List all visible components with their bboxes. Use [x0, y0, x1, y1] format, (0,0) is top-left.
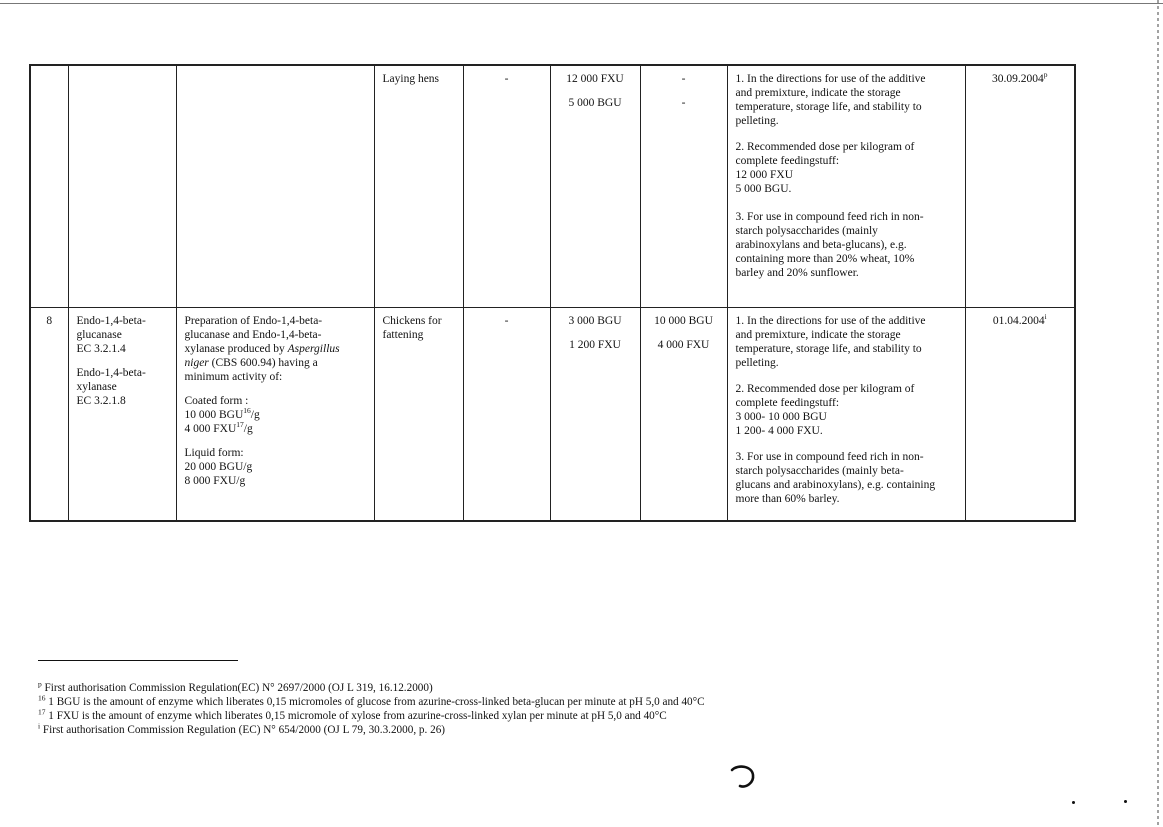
additive-line: glucanase	[76, 328, 122, 341]
coated-value: 10 000 BGU	[184, 408, 244, 421]
footnotes	[38, 681, 938, 737]
cell-composition	[176, 65, 374, 307]
cell-min-content	[550, 65, 640, 307]
additive-line: EC 3.2.1.8	[76, 394, 126, 407]
additive-line: EC 3.2.1.4	[76, 342, 126, 355]
provision-line: 2. Recommended dose per kilogram of	[735, 141, 915, 153]
additive-line: Endo-1,4-beta-	[76, 314, 146, 327]
footnote-ref: p	[1043, 70, 1048, 80]
composition-text: (CBS 600.94) having a	[208, 356, 318, 369]
row-number: 8	[46, 314, 53, 327]
cell-species	[374, 65, 463, 307]
liquid-form-label: Liquid form:	[184, 446, 244, 459]
footnote	[38, 723, 938, 737]
footnote	[38, 709, 938, 723]
species-line: Chickens for	[382, 314, 442, 327]
liquid-form-value: 20 000 BGU/g	[184, 460, 253, 473]
provision-line: arabinoxylans and beta-glucans), e.g.	[735, 239, 907, 251]
organism-name: niger	[184, 356, 209, 369]
provision-line: 1. In the directions for use of the additive	[735, 314, 926, 327]
footnote-text: 1 BGU is the amount of enzyme which liberates 0,15 micromoles of glucose from azurine-cross-linked beta-glucan per minute at pH 5,0 and 40°C	[45, 696, 705, 708]
footnote-text: 1 FXU is the amount of enzyme which liberates 0,15 micromole of xylose from azurine-cross-linked xylan per minute at pH 5,0 and 40°C	[45, 710, 667, 722]
provision-line: starch polysaccharides (mainly	[735, 225, 878, 237]
provision-line: complete feedingstuff:	[735, 396, 840, 409]
cell-authorisation-period	[965, 307, 1075, 521]
composition-line: glucanase and Endo-1,4-beta-	[184, 328, 322, 341]
max-age-text: -	[504, 73, 509, 85]
provision-line: 3 000- 10 000 BGU	[735, 410, 827, 423]
composition-line	[185, 356, 366, 370]
provision-line: pelleting.	[735, 356, 779, 369]
cell-number	[30, 307, 68, 521]
provision-line: glucans and arabinoxylans), e.g. containing	[735, 478, 936, 491]
cell-species	[374, 307, 463, 521]
composition-line	[185, 342, 366, 356]
provision-line: 1 200- 4 000 FXU.	[735, 424, 823, 437]
cell-composition	[176, 307, 374, 521]
provision-line: pelleting.	[735, 115, 779, 127]
additives-table	[29, 64, 1076, 522]
provision-line: 5 000 BGU.	[735, 183, 792, 195]
provision-paragraph	[736, 210, 957, 280]
scan-edge-right	[1157, 0, 1159, 827]
provision-paragraph	[736, 140, 957, 196]
cell-additive	[68, 307, 176, 521]
period-text: 01.04.2004	[992, 314, 1045, 327]
provision-line: temperature, storage life, and stability to	[735, 101, 922, 113]
footnote-text: First authorisation Commission Regulation (EC) N° 654/2000 (OJ L 79, 30.3.2000, p. 26)	[40, 724, 446, 736]
cell-max-age	[463, 307, 550, 521]
handwritten-mark-icon	[728, 762, 758, 792]
min-content-line: 5 000 BGU	[568, 97, 622, 109]
scan-edge-top	[0, 0, 1163, 4]
max-age-text: -	[504, 314, 509, 327]
scan-speck	[1072, 801, 1075, 804]
additive-line: Endo-1,4-beta-	[76, 366, 146, 379]
footnote-text: First authorisation Commission Regulation(EC) N° 2697/2000 (OJ L 319, 16.12.2000)	[41, 682, 433, 694]
provision-line: 12 000 FXU	[735, 169, 794, 181]
provision-paragraph	[736, 450, 957, 506]
footnote-ref: 17	[236, 419, 244, 429]
provision-line: and premixture, indicate the storage	[735, 328, 901, 341]
provision-line: complete feedingstuff:	[735, 155, 840, 167]
footnote-mark: p	[38, 679, 42, 689]
cell-min-content	[550, 307, 640, 521]
min-content-line: 1 200 FXU	[569, 338, 621, 351]
max-content-line: -	[681, 73, 686, 85]
footnote-ref: 16	[243, 405, 251, 415]
cell-provisions	[727, 307, 965, 521]
footnote-ref: i	[1044, 311, 1047, 321]
species-line: fattening	[382, 328, 424, 341]
footnote-mark: i	[38, 721, 41, 731]
min-content-line: 3 000 BGU	[568, 314, 622, 327]
max-content-line: -	[681, 97, 686, 109]
unit-text: /g	[243, 422, 253, 435]
provision-line: containing more than 20% wheat, 10%	[735, 253, 915, 265]
coated-form-value	[184, 419, 366, 436]
coated-value: 4 000 FXU	[184, 422, 237, 435]
footnote	[38, 695, 938, 709]
provision-line: 1. In the directions for use of the additive	[735, 73, 926, 85]
provision-line: starch polysaccharides (mainly beta-	[735, 464, 904, 477]
cell-max-content	[640, 65, 727, 307]
cell-max-content	[640, 307, 727, 521]
period-text: 30.09.2004	[992, 73, 1044, 85]
provision-paragraph	[736, 382, 957, 438]
provision-line: 3. For use in compound feed rich in non-	[735, 211, 924, 223]
cell-provisions	[727, 65, 965, 307]
cell-max-age	[463, 65, 550, 307]
footnote-separator	[38, 660, 238, 661]
max-content-line: 4 000 FXU	[657, 338, 710, 351]
footnote	[38, 681, 938, 695]
footnote-mark: 17	[38, 707, 46, 717]
additive-line: xylanase	[76, 380, 117, 393]
provision-paragraph	[736, 314, 957, 370]
composition-text: xylanase produced by	[184, 342, 288, 355]
provision-line: 2. Recommended dose per kilogram of	[735, 382, 915, 395]
liquid-form-value: 8 000 FXU/g	[184, 474, 246, 487]
composition-line: Preparation of Endo-1,4-beta-	[184, 314, 323, 327]
table-row-8	[30, 307, 1075, 521]
provision-line: temperature, storage life, and stability to	[735, 342, 922, 355]
cell-additive	[68, 65, 176, 307]
species-text: Laying hens	[382, 73, 440, 85]
provision-line: 3. For use in compound feed rich in non-	[735, 450, 924, 463]
coated-form-value	[184, 405, 366, 422]
composition-line: minimum activity of:	[184, 370, 283, 383]
provision-paragraph	[736, 72, 957, 128]
cell-number	[30, 65, 68, 307]
provision-line: barley and 20% sunflower.	[735, 267, 859, 279]
footnote-mark: 16	[38, 693, 46, 703]
provision-line: and premixture, indicate the storage	[735, 87, 901, 99]
table-row-laying-hens	[30, 65, 1075, 307]
min-content-line: 12 000 FXU	[566, 73, 624, 85]
cell-authorisation-period	[965, 65, 1075, 307]
unit-text: /g	[250, 408, 260, 421]
provision-line: more than 60% barley.	[735, 492, 840, 505]
max-content-line: 10 000 BGU	[654, 314, 713, 327]
scan-speck	[1124, 800, 1127, 803]
organism-name: Aspergillus	[287, 342, 340, 355]
coated-form-label: Coated form :	[184, 394, 249, 407]
